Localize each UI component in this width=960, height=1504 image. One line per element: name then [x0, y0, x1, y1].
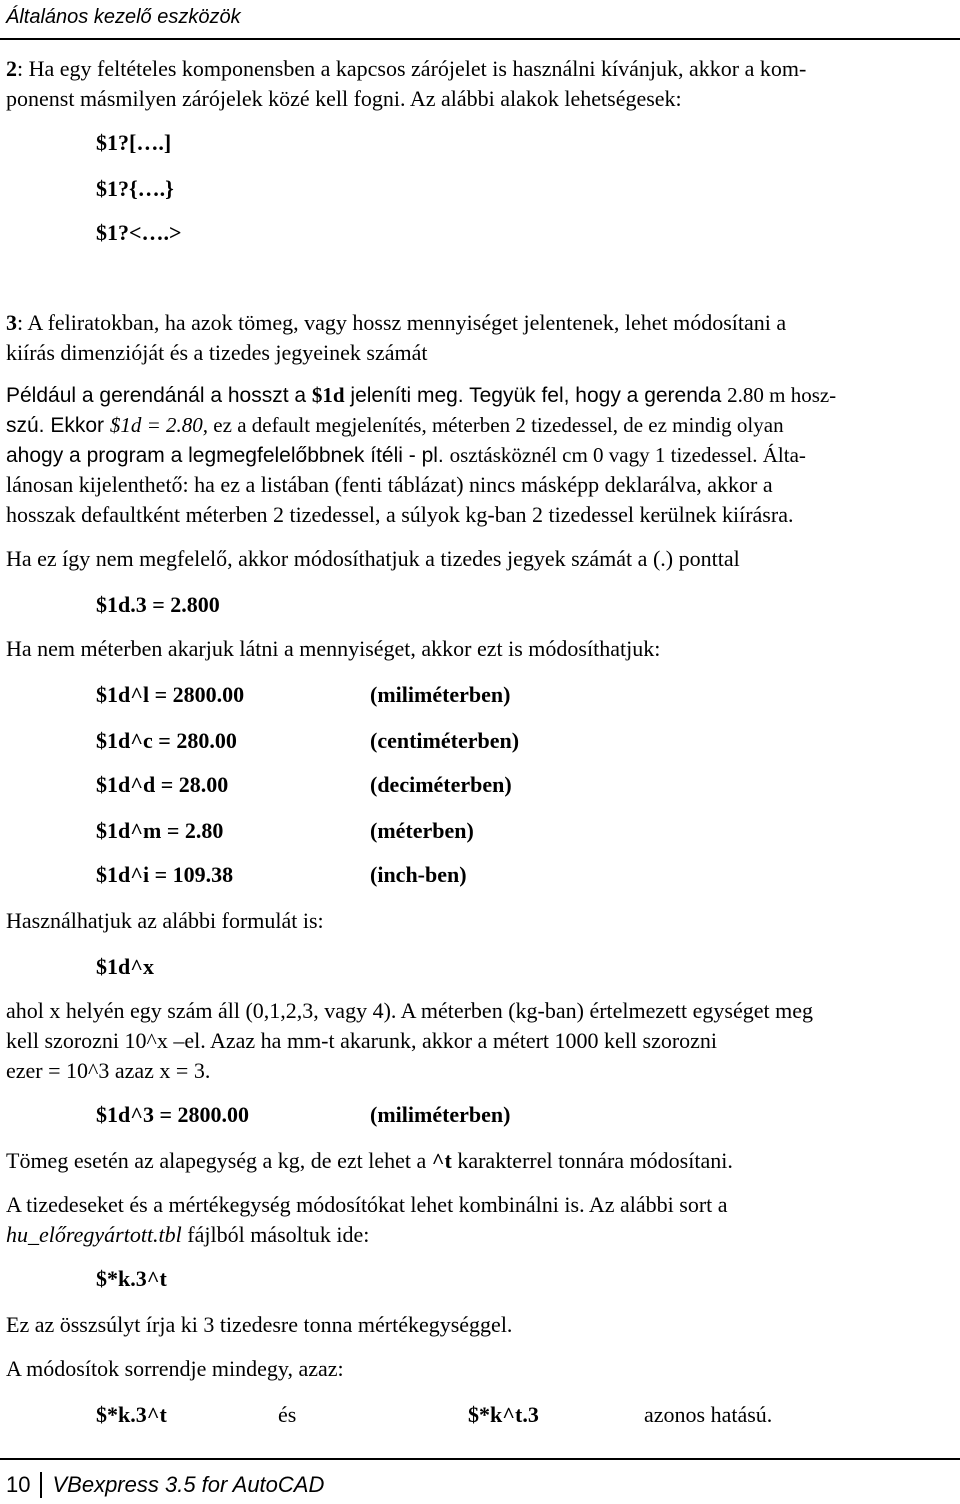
text: szú. Ekkor: [6, 414, 110, 437]
unit-expr-cm: $1d^c = 280.00: [96, 728, 237, 753]
combine-line-2: [6, 1222, 369, 1248]
text: Például a gerendánál a hosszt a: [6, 384, 312, 407]
page-footer: [6, 1472, 324, 1498]
form-bracket: $1?[….]: [96, 130, 172, 155]
mass-text: [6, 1148, 733, 1174]
text: osztásköznél cm 0 vagy 1 tizedessel.: [449, 443, 758, 467]
footer-separator: [40, 1472, 42, 1498]
paragraph-2-line-2: ponenst másmilyen zárójelek közé kell fogni. Az alábbi alakok lehetségesek:: [6, 86, 682, 111]
order-and: és: [278, 1402, 297, 1427]
header-rule: [0, 38, 960, 40]
text: karakterrel tonnára módosítani.: [451, 1148, 733, 1173]
text: Tömeg esetén az alapegység a kg, de ezt lehet a: [6, 1148, 432, 1173]
product-name: VBexpress 3.5 for AutoCAD: [52, 1472, 325, 1497]
if-not-text: Ha ez így nem megfelelő, akkor módosíthatjuk a tizedes jegyek számát a (.) ponttal: [6, 546, 740, 571]
unit-expr-dm: $1d^d = 28.00: [96, 772, 229, 797]
order-result: azonos hatású.: [644, 1402, 773, 1427]
combo-expr: $*k.3^t: [96, 1266, 167, 1291]
code-token: $1d = 2.80,: [109, 413, 209, 437]
example-line-5: hosszak defaultként méterben 2 tizedessel, a súlyok kg-ban 2 tizedessel kerülnek kiírásra.: [6, 502, 794, 527]
order-expr-b: $*k^t.3: [468, 1402, 539, 1427]
unit-label-cm: (centiméterben): [370, 728, 520, 753]
where-line-1: ahol x helyén egy szám áll (0,1,2,3, vagy 4). A méterben (kg-ban) értelmezett egységet meg: [6, 998, 813, 1023]
combo-desc: Ez az összsúlyt írja ki 3 tizedesre tonna mértékegységgel.: [6, 1312, 513, 1337]
paragraph-2-line-1: [6, 56, 806, 82]
unit-expr-mm: $1d^l = 2800.00: [96, 682, 245, 707]
text: ahogy a program a legmegfelelőbbnek ítéli - pl.: [6, 444, 450, 467]
unit-expr-inch: $1d^i = 109.38: [96, 862, 234, 887]
paragraph-number: 2: [6, 56, 17, 81]
example-line-3: [6, 442, 806, 469]
example-line-2: [6, 412, 784, 439]
where-line-2: kell szorozni 10^x –el. Azaz ha mm-t akarunk, akkor a métert 1000 kell szorozni: [6, 1028, 718, 1053]
paragraph-text: : Ha egy feltételes komponensben a kapcsos zárójelet is használni kívánjuk, akkor a kom-: [17, 56, 807, 81]
formula: $1d^x: [96, 954, 155, 979]
paragraph-3-line-2: kiírás dimenzióját és a tizedes jegyeinek számát: [6, 340, 428, 365]
unit-label-m: (méterben): [370, 818, 474, 843]
paragraph-number: 3: [6, 310, 17, 335]
where-line-3: ezer = 10^3 azaz x = 3.: [6, 1058, 211, 1083]
running-header: Általános kezelő eszközök: [6, 6, 241, 28]
decimal-example: $1d.3 = 2.800: [96, 592, 220, 617]
example-line-1: [6, 382, 836, 409]
order-intro: A módosítok sorrendje mindegy, azaz:: [6, 1356, 344, 1381]
unit-label-inch: (inch-ben): [370, 862, 467, 887]
order-expr-a: $*k.3^t: [96, 1402, 167, 1427]
power-example-label: (miliméterben): [370, 1102, 511, 1127]
code-token: ^t: [431, 1148, 452, 1173]
text: ez a default megjelenítés, méterben 2 tizedessel, de ez mindig olyan: [208, 413, 784, 437]
form-brace: $1?{….}: [96, 176, 174, 201]
paragraph-3-line-1: [6, 310, 786, 336]
formula-intro: Használhatjuk az alábbi formulát is:: [6, 908, 324, 933]
example-line-4: lánosan kijelenthető: ha ez a listában (fenti táblázat) nincs másképp deklarálva, akkor a: [6, 472, 773, 497]
power-example-expr: $1d^3 = 2800.00: [96, 1102, 250, 1127]
code-token: $1d: [311, 383, 345, 407]
combine-line-1: A tizedeseket és a mértékegység módosítókat lehet kombinálni is. Az alábbi sort a: [6, 1192, 728, 1217]
form-angle: $1?<….>: [96, 220, 182, 245]
unit-label-mm: (miliméterben): [370, 682, 511, 707]
text: Álta-: [757, 443, 806, 467]
paragraph-text: : A feliratokban, ha azok tömeg, vagy hossz mennyiséget jelentenek, lehet módosítani a: [17, 310, 787, 335]
text: fájlból másoltuk ide:: [181, 1222, 370, 1247]
unit-expr-m: $1d^m = 2.80: [96, 818, 224, 843]
text: 2.80 m hosz-: [727, 383, 837, 407]
footer-rule: [0, 1458, 960, 1460]
if-not-meter-text: Ha nem méterben akarjuk látni a mennyiséget, akkor ezt is módosíthatjuk:: [6, 636, 661, 661]
file-name: hu_előregyártott.tbl: [6, 1222, 182, 1247]
unit-label-dm: (deciméterben): [370, 772, 512, 797]
page-number: 10: [6, 1472, 31, 1497]
text: jeleníti meg. Tegyük fel, hogy a gerenda: [344, 384, 728, 407]
